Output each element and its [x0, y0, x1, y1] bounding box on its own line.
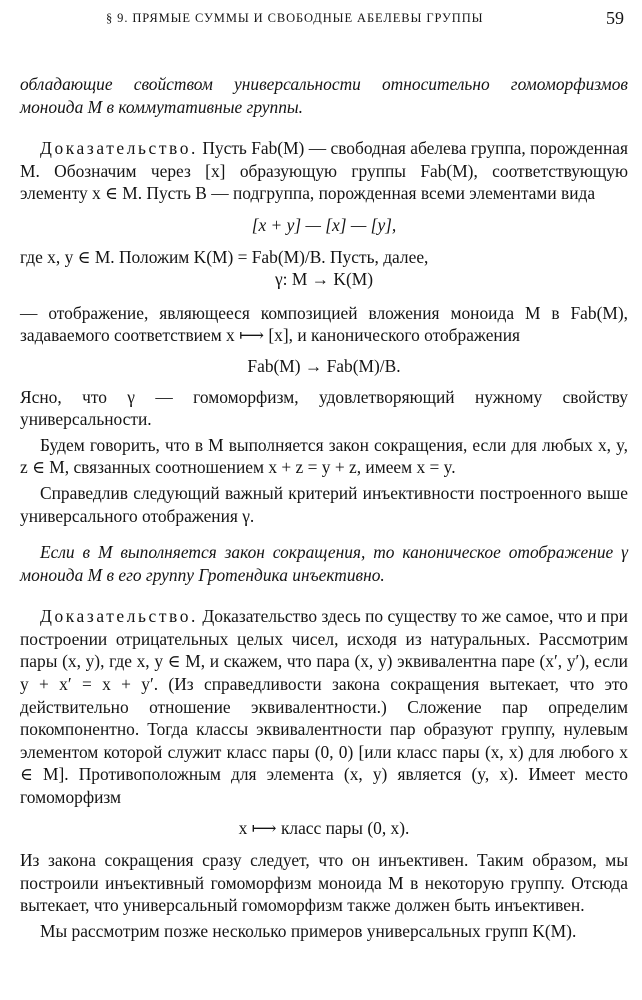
cancellation-law-paragraph: Будем говорить, что в M выполняется закон сокращения, если для любых x, y, z ∈ M, связанных соотношением x + z = y + z, имеем x = y.: [20, 434, 628, 478]
proof-text: Пусть Fab(M) — свободная абелева группа, порожденная M. Обозначим через [x] образующую группы Fab(M), соответствующую элементу x ∈ M. Пусть B — подгруппа, порожденная всеми элементами вида: [20, 138, 628, 204]
homomorphism-paragraph: Ясно, что γ — гомоморфизм, удовлетворяющий нужному свойству универсальности.: [20, 386, 628, 430]
proof-paragraph-1: [20, 137, 628, 205]
formula-generators: [x + y] — [x] — [y],: [251, 214, 397, 235]
page-header: [0, 8, 642, 34]
formula-homomorphism: x ⟼ класс пары (0, x).: [238, 817, 410, 838]
proof-text: Доказательство здесь по существу то же самое, что и при построении отрицательных целых чисел, исходя из натуральных. Рассмотрим пары (x, y), где x, y ∈ M, и скажем, что пара (x, y) эквивалентна паре (x′, y′), если y + x′ = x + y′. (Из справедливости закона сокращения вытекает, что это действительно отношение эквивалентности.) Сложение пар определим покомпонентно. Тогда классы эквивалентности пар образуют группу, нулевым элементом которой служит класс пары (0, 0) [или класс пары (x, x) для любого x ∈ M]. Противоположным для элемента (x, y) является (y, x). Имеет место гомоморфизм: [20, 606, 628, 808]
proof-label: Доказательство.: [40, 606, 198, 627]
proof-paragraph-2: [20, 605, 628, 808]
page-number: 59: [606, 8, 624, 28]
proof-label: Доказательство.: [40, 138, 198, 159]
formula-gamma: γ: M → K(M): [274, 269, 374, 290]
page-body: [20, 73, 628, 943]
injectivity-paragraph: Из закона сокращения сразу следует, что он инъективен. Таким образом, мы построили инъективный гомоморфизм моноида M в некоторую группу. Отсюда вытекает, что универсальный гомоморфизм также должен быть инъективен.: [20, 850, 628, 916]
theorem-continuation: обладающие свойством универсальности относительно гомоморфизмов моноида M в коммутативные группы.: [20, 74, 628, 117]
criterion-paragraph: Справедлив следующий важный критерий инъективности построенного выше универсального отображения γ.: [20, 482, 628, 526]
theorem-statement: Если в M выполняется закон сокращения, то каноническое отображение γ моноида M в его группу Гротендика инъективно.: [20, 542, 628, 585]
running-head: § 9. ПРЯМЫЕ СУММЫ И СВОБОДНЫЕ АБЕЛЕВЫ ГРУППЫ: [106, 11, 484, 25]
formula-quotient: Fab(M) → Fab(M)/B.: [247, 355, 401, 376]
composition-paragraph: — отображение, являющееся композицией вложения моноида M в Fab(M), задаваемого соответствием x ⟼ [x], и канонического отображения: [20, 302, 628, 346]
definition-paragraph: где x, y ∈ M. Положим K(M) = Fab(M)/B. Пусть, далее,: [20, 246, 429, 267]
closing-paragraph: Мы рассмотрим позже несколько примеров универсальных групп K(M).: [40, 921, 577, 941]
